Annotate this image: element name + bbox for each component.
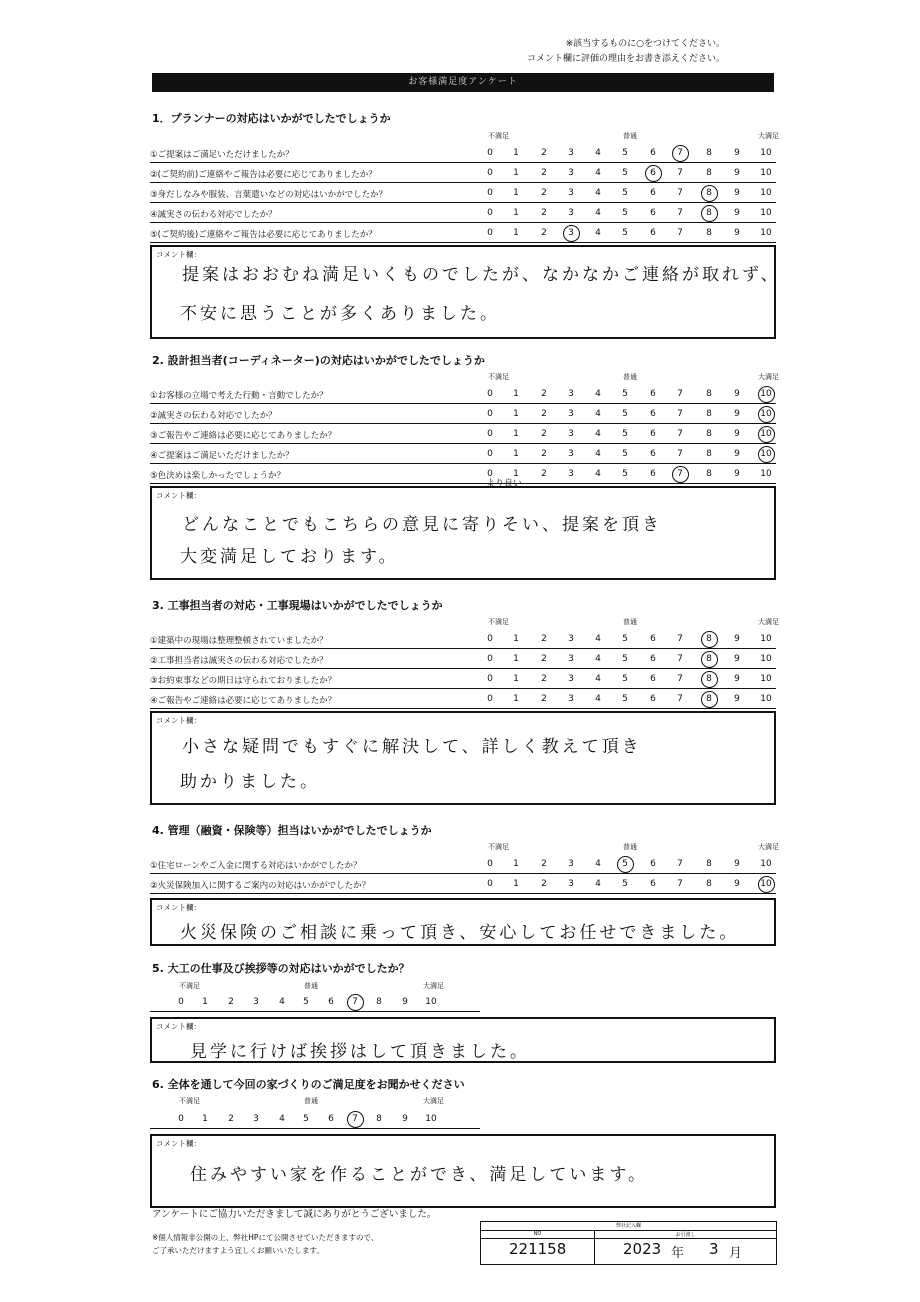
rating-option[interactable]: 1 (513, 208, 519, 218)
comment-box (150, 1134, 776, 1208)
rating-option[interactable]: 0 (487, 228, 493, 238)
rating-selected[interactable]: 8 (699, 634, 719, 644)
rating-option[interactable]: 2 (541, 168, 547, 178)
rating-option[interactable]: 9 (734, 654, 740, 664)
scale-label-low: 不満足 (179, 1097, 200, 1105)
comment-insertion: より良い (486, 479, 523, 489)
rating-option[interactable]: 9 (734, 168, 740, 178)
rating-option[interactable]: 5 (622, 409, 628, 419)
rating-option[interactable]: 6 (650, 449, 656, 459)
question-row (150, 670, 776, 689)
rating-option[interactable]: 8 (706, 228, 712, 238)
comment-box (150, 1017, 776, 1063)
handover-month: 3 (709, 1240, 719, 1258)
rating-option[interactable]: 10 (425, 1114, 437, 1124)
rating-option[interactable]: 3 (568, 389, 574, 399)
rating-option[interactable]: 7 (677, 188, 683, 198)
scale-label-low: 不満足 (488, 618, 509, 626)
section-title: 3. 工事担当者の対応・工事現場はいかがでしたでしょうか (152, 599, 443, 612)
comment-handwriting: 住みやすい家を作ることができ、満足しています。 (190, 1165, 648, 1185)
scale-label-high: 大満足 (758, 373, 779, 381)
rating-option[interactable]: 0 (487, 634, 493, 644)
comment-box (150, 711, 776, 805)
comment-label: コメント欄： (156, 491, 201, 500)
comment-label: コメント欄： (156, 1022, 201, 1031)
rating-selected[interactable]: 8 (699, 208, 719, 218)
rating-option[interactable]: 2 (541, 859, 547, 869)
question-row (150, 875, 776, 894)
rating-option[interactable]: 6 (650, 389, 656, 399)
rating-option[interactable]: 6 (650, 188, 656, 198)
rating-option[interactable]: 2 (541, 879, 547, 889)
question-row (150, 164, 776, 183)
month-unit: 月 (729, 1246, 743, 1261)
rating-option[interactable]: 0 (487, 409, 493, 419)
comment-box (150, 898, 776, 946)
scale-label-high: 大満足 (758, 618, 779, 626)
rating-selected[interactable]: 10 (756, 409, 776, 419)
rating-option[interactable]: 7 (677, 429, 683, 439)
rating-option[interactable]: 10 (760, 168, 772, 178)
question-text: ②(ご契約前)ご連絡やご報告は必要に応じてありましたか？ (150, 170, 377, 180)
rating-option[interactable]: 5 (303, 1114, 309, 1124)
question-text: ②工事担当者は誠実さの伝わる対応でしたか？ (150, 656, 328, 666)
rating-option[interactable]: 0 (487, 859, 493, 869)
rating-selected[interactable]: 10 (756, 449, 776, 459)
rating-option[interactable]: 1 (513, 469, 519, 479)
rating-option[interactable]: 6 (328, 1114, 334, 1124)
question-text: ①お客様の立場で考えた行動・言動でしたか？ (150, 391, 328, 401)
rating-option[interactable]: 1 (513, 409, 519, 419)
rating-option[interactable]: 8 (706, 859, 712, 869)
rating-option[interactable]: 5 (622, 188, 628, 198)
section-title: 2. 設計担当者(コーディネーター)の対応はいかがでしたでしょうか (152, 354, 485, 367)
rating-option[interactable]: 4 (279, 997, 285, 1007)
rating-option[interactable]: 3 (568, 188, 574, 198)
rating-option[interactable]: 3 (568, 634, 574, 644)
rating-option[interactable]: 2 (541, 429, 547, 439)
rating-option[interactable]: 3 (568, 694, 574, 704)
rating-option[interactable]: 9 (734, 634, 740, 644)
rating-selected[interactable]: 8 (699, 694, 719, 704)
comment-handwriting: 小さな疑問でもすぐに解決して、詳しく教えて頂き (182, 737, 642, 757)
rating-option[interactable]: 4 (595, 389, 601, 399)
rating-option[interactable]: 2 (541, 188, 547, 198)
rating-option[interactable]: 7 (677, 634, 683, 644)
rating-selected[interactable]: 7 (345, 997, 365, 1007)
rating-option[interactable]: 0 (487, 449, 493, 459)
rating-option[interactable]: 4 (595, 188, 601, 198)
scale-label-mid: 普通 (304, 982, 318, 990)
rating-option[interactable]: 4 (595, 228, 601, 238)
question-text: ④誠実さの伝わる対応でしたか？ (150, 210, 277, 220)
rating-option[interactable]: 3 (568, 654, 574, 664)
rating-selected[interactable]: 10 (756, 879, 776, 889)
rating-option[interactable]: 6 (650, 469, 656, 479)
rating-option[interactable]: 7 (677, 168, 683, 178)
rating-option[interactable]: 10 (425, 997, 437, 1007)
rating-option[interactable]: 10 (760, 694, 772, 704)
comment-label: コメント欄： (156, 250, 201, 259)
rating-option[interactable]: 10 (760, 188, 772, 198)
rating-option[interactable]: 3 (568, 674, 574, 684)
rating-option[interactable]: 6 (650, 859, 656, 869)
rating-option[interactable]: 1 (513, 228, 519, 238)
rating-option[interactable]: 4 (595, 469, 601, 479)
rating-option[interactable]: 0 (487, 879, 493, 889)
question-row (150, 385, 776, 404)
question-row (150, 630, 776, 649)
scale-label-mid: 普通 (623, 618, 637, 626)
scale-label-low: 不満足 (488, 373, 509, 381)
rating-option[interactable]: 7 (677, 228, 683, 238)
rating-option[interactable]: 4 (595, 168, 601, 178)
privacy-line-1: ※個人情報非公開の上、弊社HPにて公開させていただきますので、 (152, 1233, 379, 1242)
comment-box (150, 486, 776, 580)
rating-option[interactable]: 8 (706, 389, 712, 399)
rating-option[interactable]: 10 (760, 228, 772, 238)
scale-label-mid: 普通 (304, 1097, 318, 1105)
comment-handwriting: 不安に思うことが多くありました。 (180, 304, 500, 324)
rating-option[interactable]: 3 (253, 997, 259, 1007)
rating-option[interactable]: 0 (487, 208, 493, 218)
rating-option[interactable]: 5 (622, 148, 628, 158)
rating-option[interactable]: 9 (402, 1114, 408, 1124)
survey-title-bar: お客様満足度アンケート (152, 73, 774, 92)
rating-option[interactable]: 1 (202, 997, 208, 1007)
rating-option[interactable]: 5 (622, 469, 628, 479)
rating-option[interactable]: 9 (734, 429, 740, 439)
rating-option[interactable]: 6 (650, 228, 656, 238)
instruction-note-1: ※該当するものに○をつけてください。 (565, 39, 725, 49)
question-row (150, 184, 776, 203)
rating-option[interactable]: 1 (513, 859, 519, 869)
question-text: ④ご提案はご満足いただけましたか？ (150, 451, 294, 461)
rating-option[interactable]: 6 (650, 654, 656, 664)
rating-option[interactable]: 4 (595, 409, 601, 419)
rating-option[interactable]: 1 (513, 449, 519, 459)
rating-selected[interactable]: 7 (345, 1114, 365, 1124)
scale-label-high: 大満足 (423, 982, 444, 990)
rating-option[interactable]: 7 (677, 449, 683, 459)
rating-option[interactable]: 4 (595, 208, 601, 218)
rating-option[interactable]: 0 (487, 469, 493, 479)
rating-option[interactable]: 0 (487, 654, 493, 664)
rating-option[interactable]: 2 (541, 409, 547, 419)
rating-option[interactable]: 0 (487, 429, 493, 439)
rating-selected[interactable]: 5 (615, 859, 635, 869)
rating-option[interactable]: 0 (487, 188, 493, 198)
survey-number: 221158 (509, 1240, 567, 1258)
rating-option[interactable]: 7 (677, 879, 683, 889)
rating-option[interactable]: 10 (760, 654, 772, 664)
rating-option[interactable]: 4 (595, 674, 601, 684)
rating-option[interactable]: 0 (487, 674, 493, 684)
rating-option[interactable]: 5 (622, 879, 628, 889)
rating-option[interactable]: 10 (760, 148, 772, 158)
rating-option[interactable]: 2 (541, 694, 547, 704)
rating-option[interactable]: 2 (541, 389, 547, 399)
rating-option[interactable]: 9 (734, 469, 740, 479)
rating-option[interactable]: 4 (595, 879, 601, 889)
rating-option[interactable]: 8 (706, 449, 712, 459)
rating-option[interactable]: 5 (622, 208, 628, 218)
year-unit: 年 (671, 1246, 685, 1261)
rating-option[interactable]: 9 (734, 389, 740, 399)
privacy-line-2: ご了承いただけますよう宜しくお願いいたします。 (152, 1246, 324, 1255)
rating-option[interactable]: 5 (622, 168, 628, 178)
rating-option[interactable]: 5 (622, 634, 628, 644)
rating-option[interactable]: 10 (760, 208, 772, 218)
rating-selected[interactable]: 8 (699, 654, 719, 664)
rating-option[interactable]: 0 (178, 997, 184, 1007)
rating-option[interactable]: 5 (622, 674, 628, 684)
rating-option[interactable]: 2 (541, 654, 547, 664)
rating-option[interactable]: 2 (541, 634, 547, 644)
rating-option[interactable]: 3 (568, 148, 574, 158)
question-row (150, 690, 776, 709)
rating-option[interactable]: 2 (541, 208, 547, 218)
rating-option[interactable]: 2 (541, 228, 547, 238)
rating-option[interactable]: 9 (734, 449, 740, 459)
rating-option[interactable]: 4 (595, 634, 601, 644)
rating-option[interactable]: 8 (706, 429, 712, 439)
rating-option[interactable]: 6 (650, 148, 656, 158)
rating-selected[interactable]: 8 (699, 188, 719, 198)
rating-option[interactable]: 8 (376, 1114, 382, 1124)
rating-option[interactable]: 3 (253, 1114, 259, 1124)
comment-handwriting: どんなことでもこちらの意見に寄りそい、提案を頂き (182, 515, 662, 535)
rating-option[interactable]: 8 (706, 409, 712, 419)
question-text: ⑤色決めは楽しかったでしょうか？ (150, 471, 286, 481)
rating-option[interactable]: 1 (513, 694, 519, 704)
scale-label-mid: 普通 (623, 373, 637, 381)
rating-option[interactable]: 6 (650, 694, 656, 704)
rating-option[interactable]: 9 (734, 694, 740, 704)
scale-label-high: 大満足 (423, 1097, 444, 1105)
rating-option[interactable]: 10 (760, 469, 772, 479)
section-title: 5. 大工の仕事及び挨拶等の対応はいかがでしたか？ (152, 962, 410, 975)
rating-option[interactable]: 4 (595, 148, 601, 158)
rating-option[interactable]: 10 (760, 634, 772, 644)
question-text: ③お約束事などの期日は守られておりましたか？ (150, 676, 337, 686)
rating-option[interactable]: 1 (513, 634, 519, 644)
rating-option[interactable]: 5 (622, 654, 628, 664)
rating-option[interactable]: 8 (706, 469, 712, 479)
instruction-note-2: コメント欄に評価の理由をお書き添えください。 (526, 54, 725, 64)
question-row (150, 855, 776, 874)
scale-label-high: 大満足 (758, 843, 779, 851)
section-title: 1．プランナーの対応はいかがでしたでしょうか (152, 112, 391, 125)
question-row (150, 445, 776, 464)
scale-label-low: 不満足 (488, 132, 509, 140)
rating-selected[interactable]: 10 (756, 429, 776, 439)
question-text: ⑤(ご契約後)ご連絡やご報告は必要に応じてありましたか？ (150, 230, 377, 240)
rating-option[interactable]: 7 (677, 409, 683, 419)
rating-option[interactable]: 3 (568, 409, 574, 419)
rating-option[interactable]: 1 (513, 188, 519, 198)
rating-option[interactable]: 10 (760, 859, 772, 869)
rating-option[interactable]: 6 (650, 208, 656, 218)
rating-option[interactable]: 2 (228, 1114, 234, 1124)
question-text: ②火災保険加入に関するご案内の対応はいかがでしたか？ (150, 881, 371, 891)
question-text: ③ご報告やご連絡は必要に応じてありましたか？ (150, 431, 337, 441)
rating-option[interactable]: 1 (513, 429, 519, 439)
rating-selected[interactable]: 7 (670, 469, 690, 479)
rating-option[interactable]: 1 (513, 389, 519, 399)
question-row (150, 204, 776, 223)
section-title: 6. 全体を通して今回の家づくりのご満足度をお聞かせください (152, 1078, 465, 1091)
rating-option[interactable]: 7 (677, 389, 683, 399)
question-row (150, 650, 776, 669)
rating-option[interactable]: 1 (513, 148, 519, 158)
rating-option[interactable]: 4 (595, 449, 601, 459)
rating-option[interactable]: 6 (650, 429, 656, 439)
rating-option[interactable]: 8 (706, 168, 712, 178)
rating-option[interactable]: 4 (279, 1114, 285, 1124)
rating-option[interactable]: 4 (595, 429, 601, 439)
rating-option[interactable]: 6 (650, 634, 656, 644)
rating-option[interactable]: 9 (734, 409, 740, 419)
comment-handwriting: 助かりました。 (180, 772, 320, 792)
rating-option[interactable]: 6 (328, 997, 334, 1007)
rating-selected[interactable]: 7 (670, 148, 690, 158)
comment-handwriting: 見学に行けば挨拶はして頂きました。 (190, 1042, 530, 1062)
rating-option[interactable]: 3 (568, 449, 574, 459)
office-use-header: 弊社記入欄 (481, 1222, 776, 1231)
question-text: ①住宅ローンやご入金に関する対応はいかがでしたか？ (150, 861, 362, 871)
rating-selected[interactable]: 8 (699, 674, 719, 684)
question-row (150, 224, 776, 243)
rating-option[interactable]: 9 (734, 148, 740, 158)
rating-option[interactable]: 3 (568, 168, 574, 178)
rating-option[interactable]: 5 (622, 429, 628, 439)
rating-option[interactable]: 5 (622, 228, 628, 238)
question-text: ①ご提案はご満足いただけましたか？ (150, 150, 294, 160)
rating-option[interactable]: 1 (513, 168, 519, 178)
rating-option[interactable]: 4 (595, 694, 601, 704)
comment-label: コメント欄： (156, 903, 201, 912)
rating-selected[interactable]: 3 (561, 228, 581, 238)
rating-option[interactable]: 0 (487, 389, 493, 399)
rating-option[interactable]: 2 (541, 674, 547, 684)
rating-option[interactable]: 8 (376, 997, 382, 1007)
rating-option[interactable]: 9 (734, 879, 740, 889)
rating-option[interactable]: 1 (513, 879, 519, 889)
rating-row (150, 1110, 480, 1129)
handover-year: 2023 (623, 1240, 662, 1258)
rating-selected[interactable]: 10 (756, 389, 776, 399)
rating-option[interactable]: 3 (568, 859, 574, 869)
rating-option[interactable]: 9 (734, 188, 740, 198)
rating-option[interactable]: 1 (513, 654, 519, 664)
comment-box (150, 245, 781, 339)
rating-option[interactable]: 9 (402, 997, 408, 1007)
scale-label-mid: 普通 (623, 843, 637, 851)
comment-label: コメント欄： (156, 716, 201, 725)
scale-label-mid: 普通 (623, 132, 637, 140)
rating-option[interactable]: 5 (622, 694, 628, 704)
rating-option[interactable]: 9 (734, 208, 740, 218)
question-text: ②誠実さの伝わる対応でしたか？ (150, 411, 277, 421)
rating-option[interactable]: 10 (760, 674, 772, 684)
rating-option[interactable]: 7 (677, 208, 683, 218)
rating-option[interactable]: 3 (568, 429, 574, 439)
rating-option[interactable]: 0 (487, 694, 493, 704)
rating-option[interactable]: 5 (622, 449, 628, 459)
rating-option[interactable]: 6 (650, 674, 656, 684)
rating-option[interactable]: 1 (513, 674, 519, 684)
rating-option[interactable]: 9 (734, 228, 740, 238)
question-row (150, 144, 776, 163)
rating-option[interactable]: 7 (677, 674, 683, 684)
comment-handwriting: 提案はおおむね満足いくものでしたが、なかなかご連絡が取れず、 (182, 265, 781, 285)
rating-option[interactable]: 0 (178, 1114, 184, 1124)
rating-option[interactable]: 2 (541, 449, 547, 459)
rating-option[interactable]: 9 (734, 859, 740, 869)
rating-option[interactable]: 0 (487, 148, 493, 158)
rating-option[interactable]: 3 (568, 469, 574, 479)
rating-option[interactable]: 5 (303, 997, 309, 1007)
rating-option[interactable]: 2 (541, 148, 547, 158)
rating-option[interactable]: 3 (568, 879, 574, 889)
scale-label-low: 不満足 (488, 843, 509, 851)
question-row (150, 465, 776, 484)
rating-option[interactable]: 1 (202, 1114, 208, 1124)
rating-option[interactable]: 8 (706, 148, 712, 158)
rating-option[interactable]: 2 (228, 997, 234, 1007)
question-row (150, 405, 776, 424)
rating-option[interactable]: 0 (487, 168, 493, 178)
rating-option[interactable]: 4 (595, 654, 601, 664)
rating-option[interactable]: 7 (677, 654, 683, 664)
comment-handwriting: 火災保険のご相談に乗って頂き、安心してお任せできました。 (180, 923, 740, 943)
rating-option[interactable]: 9 (734, 674, 740, 684)
rating-option[interactable]: 7 (677, 859, 683, 869)
rating-option[interactable]: 4 (595, 859, 601, 869)
box-divider (594, 1231, 595, 1264)
thanks-text: アンケートにご協力いただきまして誠にありがとうございました。 (152, 1209, 437, 1220)
rating-option[interactable]: 2 (541, 469, 547, 479)
question-text: ①建築中の現場は整理整頓されていましたか？ (150, 636, 328, 646)
comment-handwriting: 大変満足しております。 (180, 547, 399, 567)
rating-option[interactable]: 6 (650, 409, 656, 419)
section-title: 4. 管理（融資・保険等）担当はいかがでしたでしょうか (152, 824, 432, 837)
rating-option[interactable]: 8 (706, 879, 712, 889)
comment-label: コメント欄： (156, 1139, 201, 1148)
question-row (150, 425, 776, 444)
question-text: ③身だしなみや服装、言葉遣いなどの対応はいかがでしたか？ (150, 190, 388, 200)
rating-selected[interactable]: 6 (643, 168, 663, 178)
privacy-note (152, 1231, 378, 1257)
scale-label-high: 大満足 (758, 132, 779, 140)
rating-row (150, 993, 480, 1012)
no-label: NO (481, 1231, 594, 1239)
handover-label: お引渡し (595, 1231, 776, 1239)
scale-label-low: 不満足 (179, 982, 200, 990)
question-text: ④ご報告やご連絡は必要に応じてありましたか？ (150, 696, 337, 706)
rating-option[interactable]: 7 (677, 694, 683, 704)
rating-option[interactable]: 5 (622, 389, 628, 399)
rating-option[interactable]: 3 (568, 208, 574, 218)
rating-option[interactable]: 6 (650, 879, 656, 889)
office-use-box (480, 1221, 777, 1265)
